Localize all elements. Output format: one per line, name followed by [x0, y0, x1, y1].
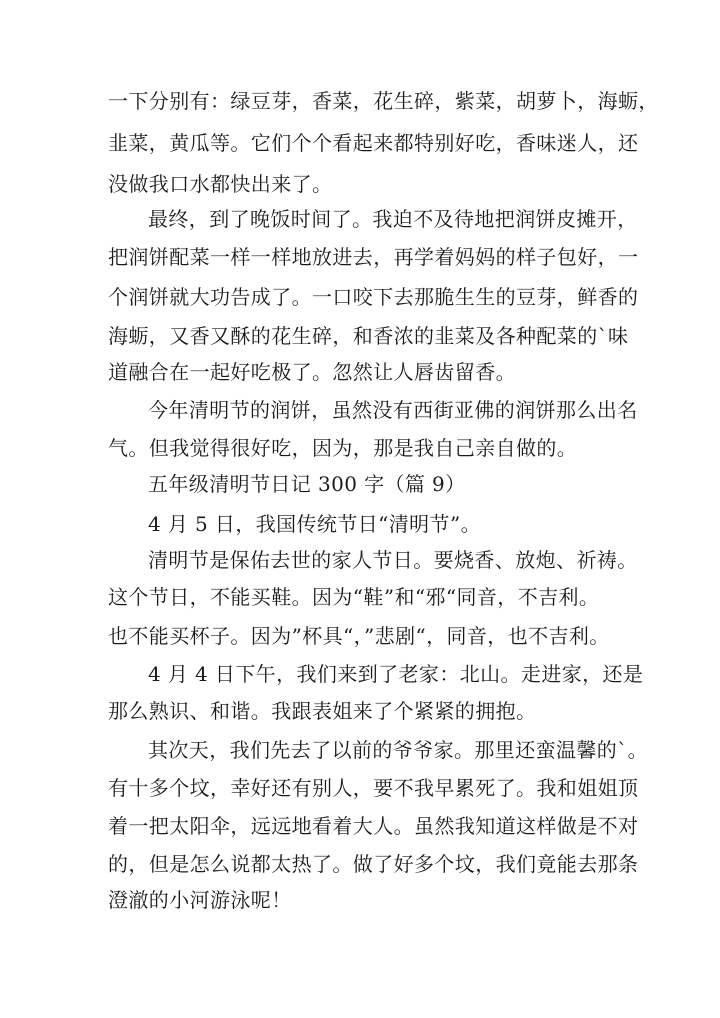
text-line: 把润饼配菜一样一样地放进去，再学着妈妈的样子包好，一	[108, 245, 639, 269]
text-line: 这个节日，不能买鞋。因为“鞋”和“邪“同音，不吉利。	[108, 585, 600, 609]
text-line: 没做我口水都快出来了。	[108, 172, 333, 196]
text-line: 的，但是怎么说都太热了。做了好多个坟，我们竟能去那条	[108, 852, 639, 876]
text-line: 个润饼就大功告成了。一口咬下去那脆生生的豆芽，鲜香的	[108, 285, 639, 309]
paragraph-start-line: 清明节是保佑去世的家人节日。要烧香、放炮、祈祷。	[148, 548, 638, 572]
section-heading: 五年级清明节日记 300 字（篇 9）	[148, 472, 466, 496]
text-line: 着一把太阳伞，远远地看着大人。虽然我知道这样做是不对	[108, 814, 639, 838]
paragraph-start-line: 4 月 4 日下午，我们来到了老家：北山。走进家，还是	[148, 662, 644, 686]
text-line: 气。但我觉得很好吃，因为，那是我自己亲自做的。	[108, 436, 578, 460]
text-line: 一下分别有：绿豆芽，香菜，花生碎，紫菜，胡萝卜，海蛎，	[108, 89, 659, 113]
paragraph-start-line: 最终，到了晚饭时间了。我迫不及待地把润饼皮摊开，	[148, 207, 638, 231]
text-line: 那么熟识、和谐。我跟表姐来了个紧紧的拥抱。	[108, 699, 537, 723]
paragraph-start-line: 今年清明节的润饼，虽然没有西街亚佛的润饼那么出名	[148, 398, 638, 422]
text-line: 海蛎，又香又酥的花生碎，和香浓的韭菜及各种配菜的`味	[108, 324, 629, 348]
text-line: 澄澈的小河游泳呢！	[108, 888, 292, 912]
text-line: 也不能买杯子。因为”杯具“，”悲剧“，同音，也不吉利。	[108, 624, 610, 648]
text-line: 有十多个坟，幸好还有别人，要不我早累死了。我和姐姐顶	[108, 776, 639, 800]
paragraph-start-line: 其次天，我们先去了以前的爷爷家。那里还蛮温馨的`。	[148, 738, 648, 762]
text-line: 道融合在一起好吃极了。忽然让人唇齿留香。	[108, 360, 516, 384]
paragraph-start-line: 4 月 5 日，我国传统节日“清明节”。	[148, 512, 481, 536]
text-line: 韭菜，黄瓜等。它们个个看起来都特别好吃，香味迷人，还	[108, 131, 639, 155]
